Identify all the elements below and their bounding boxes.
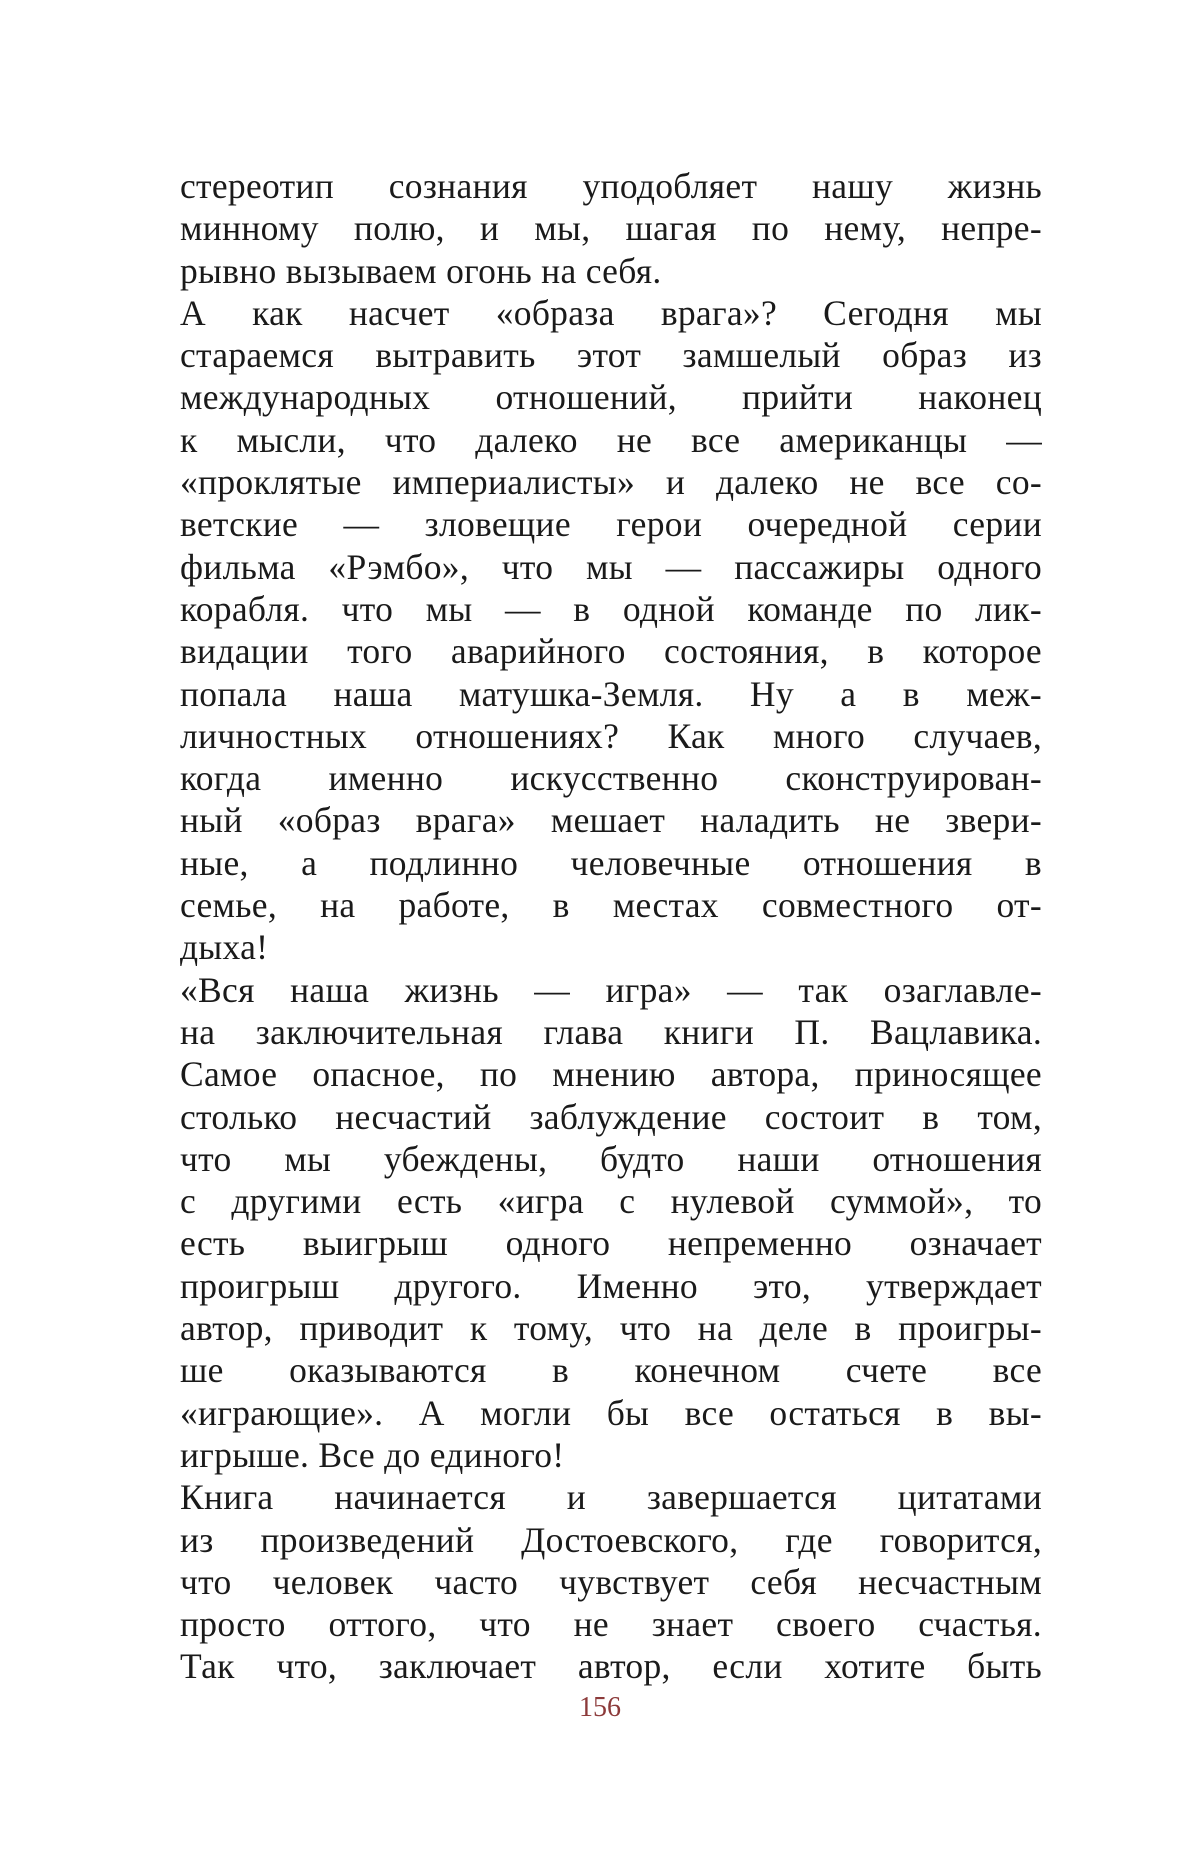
text-line: международных отношений, прийти наконец: [180, 377, 1042, 418]
text-line: корабля. что мы — в одной команде по лик-: [180, 588, 1042, 629]
text-line: что мы убеждены, будто наши отношения: [180, 1138, 1042, 1179]
text-line: проигрыш другого. Именно это, утверждает: [180, 1265, 1042, 1306]
text-line: минному полю, и мы, шагая по нему, непре-: [180, 208, 1042, 249]
text-line: что человек часто чувствует себя несчастным: [180, 1561, 1042, 1602]
text-line: Самое опасное, по мнению автора, приносящее: [180, 1054, 1042, 1095]
page-number: 156: [579, 1692, 621, 1723]
text-line: просто оттого, что не знает своего счастья.: [180, 1604, 1042, 1645]
text-line: когда именно искусственно сконструирован-: [180, 758, 1042, 799]
text-line: к мысли, что далеко не все американцы —: [180, 419, 1042, 460]
text-line: попала наша матушка-Земля. Ну а в меж-: [180, 673, 1042, 714]
text-line: личностных отношениях? Как много случаев,: [180, 715, 1042, 756]
text-line: «проклятые империалисты» и далеко не все со-: [180, 462, 1042, 503]
text-line: ше оказываются в конечном счете все: [180, 1350, 1042, 1391]
text-line: стереотип сознания уподобляет нашу жизнь: [180, 166, 1042, 206]
text-line: «Вся наша жизнь — игра» — так озаглавле-: [180, 969, 1042, 1010]
text-line: есть выигрыш одного непременно означает: [180, 1223, 1042, 1264]
text-line: стараемся вытравить этот замшелый образ из: [180, 335, 1042, 376]
text-line: ные, а подлинно человечные отношения в: [180, 842, 1042, 883]
text-line: столько несчастий заблуждение состоит в том,: [180, 1096, 1042, 1137]
text-line: с другими есть «игра с нулевой суммой», то: [180, 1181, 1042, 1222]
text-line: игрыше. Все до единого!: [180, 1434, 565, 1475]
text-line: из произведений Достоевского, где говорится,: [180, 1519, 1042, 1560]
body-text: [180, 165, 1042, 1688]
text-line: ный «образ врага» мешает наладить не звери-: [180, 800, 1042, 841]
text-line: «играющие». А могли бы все остаться в вы-: [180, 1392, 1042, 1433]
text-line: рывно вызываем огонь на себя.: [180, 250, 662, 291]
text-line: Так что, заключает автор, если хотите быть: [180, 1646, 1042, 1687]
text-line: на заключительная глава книги П. Вацлавика.: [180, 1011, 1042, 1052]
text-line: автор, приводит к тому, что на деле в проигры-: [180, 1308, 1042, 1349]
text-line: фильма «Рэмбо», что мы — пассажиры одного: [180, 546, 1042, 587]
text-line: видации того аварийного состояния, в которое: [180, 631, 1042, 672]
text-line: семье, на работе, в местах совместного от-: [180, 885, 1042, 926]
text-line: ветские — зловещие герои очередной серии: [180, 504, 1042, 545]
text-line: дыха!: [180, 927, 269, 968]
text-line: А как насчет «образа врага»? Сегодня мы: [180, 292, 1042, 333]
text-line: Книга начинается и завершается цитатами: [180, 1477, 1042, 1518]
